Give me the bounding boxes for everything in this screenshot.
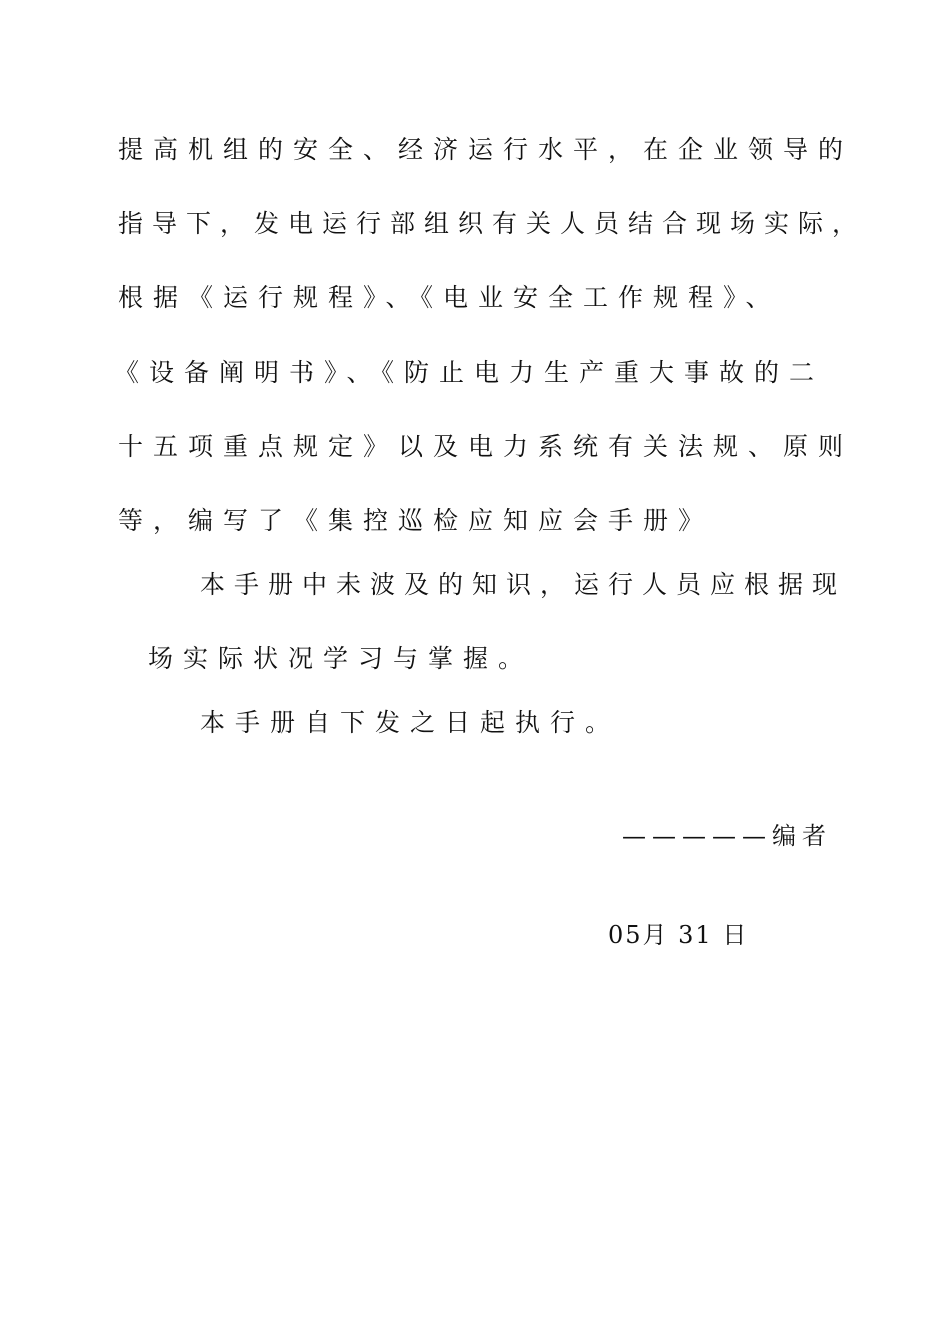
body-text-line-7: 本手册中未波及的知识，运行人员应根据现 (200, 570, 847, 599)
body-text-line-9: 本手册自下发之日起执行。 (200, 708, 621, 737)
body-text-line-2: 指导下，发电运行部组织有关人员结合现场实际， (118, 209, 867, 238)
body-text-line-8: 场实际状况学习与掌握。 (148, 644, 534, 673)
author-signature: —————编者 (622, 822, 832, 850)
body-text-line-1: 提高机组的安全、经济运行水平，在企业领导的 (118, 135, 854, 164)
body-text-line-6: 等，编写了《集控巡检应知应会手册》 (118, 506, 714, 535)
document-date: 05月 31 日 (608, 921, 749, 949)
body-text-line-5: 十五项重点规定》以及电力系统有关法规、原则 (118, 432, 854, 461)
body-text-line-3: 根据《运行规程》、《电业安全工作规程》、 (118, 283, 781, 312)
body-text-line-4: 《设备阐明书》、《防止电力生产重大事故的二 (114, 358, 825, 387)
